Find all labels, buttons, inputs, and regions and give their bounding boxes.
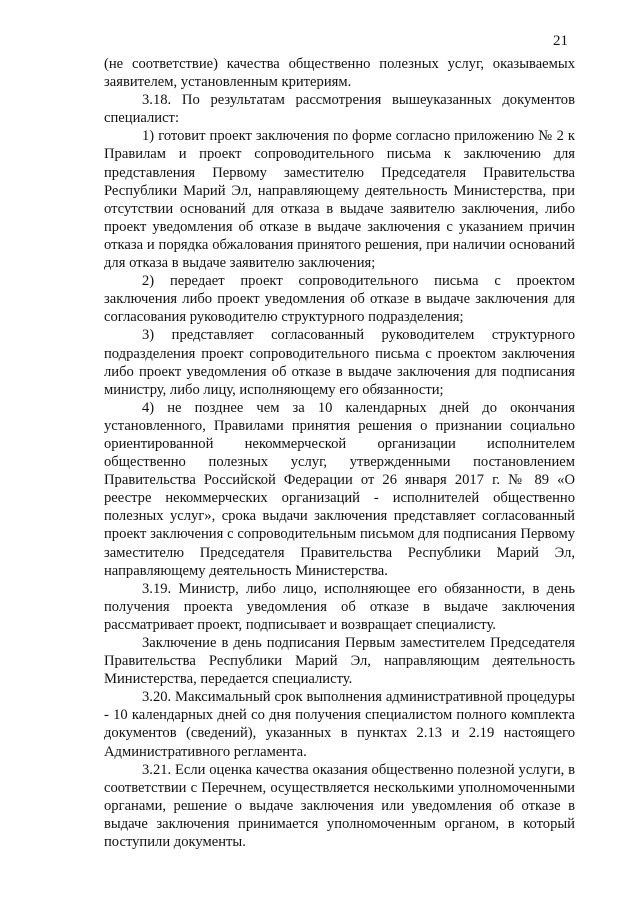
paragraph: 1) готовит проект заключения по форме согласно приложению № 2 к Правилам и проект сопроводительного письма к заключению для представления Первому заместителю Председателя Правительства Республики Марий Эл, направляющему деятельность Министерства, при отсутствии оснований для отказа в выдаче заявителю заключения, либо проект уведомления об отказе в выдаче заключения с указанием причин отказа и порядка обжалования принятого решения, при наличии оснований для отказа в выдаче заявителю заключения; <box>104 128 575 272</box>
paragraph: 3.20. Максимальный срок выполнения административной процедуры - 10 календарных дней со дня получения специалистом полного комплекта документов (сведений), указанных в пунктах 2.13 и 2.19 настоящего Административного регламента. <box>104 689 575 760</box>
paragraph: 3.19. Министр, либо лицо, исполняющее его обязанности, в день получения проекта уведомления об отказе в выдаче заключения рассматривает проект, подписывает и возвращает специалисту. <box>104 580 575 633</box>
paragraph: 3.21. Если оценка качества оказания общественно полезной услуги, в соответствии с Перечнем, осуществляется несколькими уполномоченными органами, решение о выдаче заключения или уведомления об отказе в выдаче заключения принимается уполномоченным органом, в который поступили документы. <box>104 761 575 851</box>
document-body <box>104 55 575 851</box>
paragraph: 3) представляет согласованный руководителем структурного подразделения проект сопроводительного письма с проектом заключения либо проект уведомления об отказе в выдаче заключения для подписания министру, либо лицу, исполняющему его обязанности; <box>104 327 575 398</box>
paragraph: 2) передает проект сопроводительного письма с проектом заключения либо проект уведомления об отказе в выдаче заключения для согласования руководителю структурного подразделения; <box>104 273 575 326</box>
paragraph: 3.18. По результатам рассмотрения вышеуказанных документов специалист: <box>104 92 575 127</box>
paragraph: (не соответствие) качества общественно полезных услуг, оказываемых заявителем, установленным критериям. <box>104 56 575 91</box>
paragraph: 4) не позднее чем за 10 календарных дней до окончания установленного, Правилами принятия решения о признании социально ориентированной некоммерческой организации исполнителем общественно полезных услуг, утвержденными постановлением Правительства Российской Федерации от 26 января 2017 г. № 89 «О реестре некоммерческих организаций - исполнителей общественно полезных услуг», срока выдачи заключения представляет согласованный проект заключения с сопроводительным письмом для подписания Первому заместителю Председателя Правительства Республики Марий Эл, направляющему деятельность Министерства. <box>104 399 575 579</box>
page-number: 21 <box>553 33 568 49</box>
paragraph: Заключение в день подписания Первым заместителем Председателя Правительства Республики Марий Эл, направляющим деятельность Министерства, передается специалисту. <box>104 635 575 688</box>
